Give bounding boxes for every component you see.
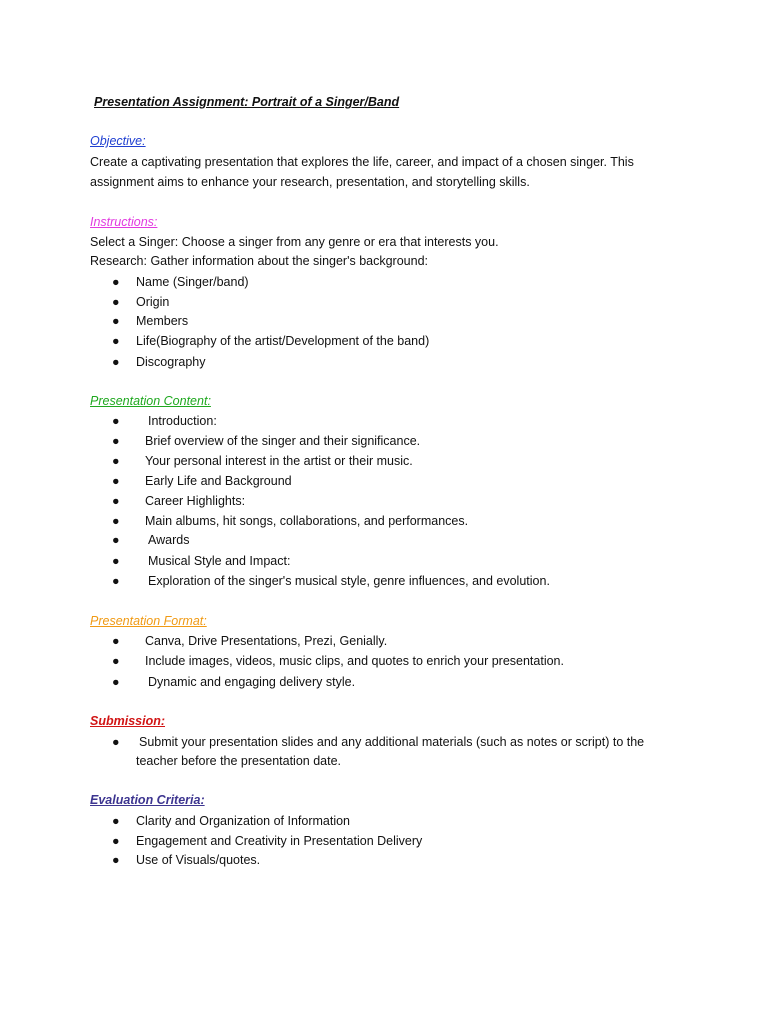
- submission-line: Submit your presentation slides and any additional materials (such as notes or script) to the: [139, 735, 645, 749]
- bullet-icon: ●: [112, 814, 120, 828]
- bullet-icon: ●: [112, 275, 120, 289]
- list-item: Brief overview of the singer and their significance.: [145, 434, 421, 448]
- list-item: Early Life and Background: [145, 474, 292, 488]
- bullet-icon: ●: [112, 434, 120, 448]
- list-item: Engagement and Creativity in Presentation Delivery: [136, 834, 423, 848]
- bullet-icon: ●: [112, 494, 120, 508]
- bullet-icon: ●: [112, 554, 120, 568]
- bullet-icon: ●: [112, 675, 120, 689]
- objective-line: Create a captivating presentation that explores the life, career, and impact of a chosen singer. This: [90, 155, 634, 169]
- list-item: Use of Visuals/quotes.: [136, 853, 261, 867]
- submission-line: teacher before the presentation date.: [136, 754, 342, 768]
- bullet-icon: ●: [112, 853, 120, 867]
- bullet-icon: ●: [112, 314, 120, 328]
- evaluation-heading: Evaluation Criteria:: [90, 793, 205, 807]
- submission-heading: Submission:: [90, 714, 166, 728]
- list-item: Life(Biography of the artist/Development of the band): [136, 334, 430, 348]
- objective-line: assignment aims to enhance your research, presentation, and storytelling skills.: [90, 175, 530, 189]
- list-item: Include images, videos, music clips, and quotes to enrich your presentation.: [145, 654, 564, 668]
- bullet-icon: ●: [112, 334, 120, 348]
- list-item: Awards: [148, 533, 190, 547]
- list-item: Your personal interest in the artist or their music.: [145, 454, 413, 468]
- instructions-line: Research: Gather information about the singer's background:: [90, 254, 428, 268]
- document-title: Presentation Assignment: Portrait of a Singer/Band: [94, 95, 400, 109]
- list-item: Career Highlights:: [145, 494, 246, 508]
- list-item: Musical Style and Impact:: [148, 554, 291, 568]
- bullet-icon: ●: [112, 355, 120, 369]
- list-item: Name (Singer/band): [136, 275, 249, 289]
- bullet-icon: ●: [112, 574, 120, 588]
- list-item: Canva, Drive Presentations, Prezi, Genially.: [145, 634, 388, 648]
- list-item: Members: [136, 314, 189, 328]
- list-item: Dynamic and engaging delivery style.: [148, 675, 356, 689]
- list-item: Origin: [136, 295, 170, 309]
- format-heading: Presentation Format:: [90, 614, 207, 628]
- bullet-icon: ●: [112, 533, 120, 547]
- bullet-icon: ●: [112, 514, 120, 528]
- bullet-icon: ●: [112, 634, 120, 648]
- bullet-icon: ●: [112, 295, 120, 309]
- list-item: Clarity and Organization of Information: [136, 814, 350, 828]
- bullet-icon: ●: [112, 654, 120, 668]
- instructions-heading: Instructions:: [90, 215, 158, 229]
- bullet-icon: ●: [112, 414, 120, 428]
- bullet-icon: ●: [112, 834, 120, 848]
- list-item: Introduction:: [148, 414, 217, 428]
- bullet-icon: ●: [112, 735, 120, 749]
- bullet-icon: ●: [112, 454, 120, 468]
- list-item: Exploration of the singer's musical style, genre influences, and evolution.: [148, 574, 550, 588]
- instructions-line: Select a Singer: Choose a singer from any genre or era that interests you.: [90, 235, 499, 249]
- list-item: Discography: [136, 355, 206, 369]
- bullet-icon: ●: [112, 474, 120, 488]
- list-item: Main albums, hit songs, collaborations, and performances.: [145, 514, 469, 528]
- objective-heading: Objective:: [90, 134, 146, 148]
- content-heading: Presentation Content:: [90, 394, 211, 408]
